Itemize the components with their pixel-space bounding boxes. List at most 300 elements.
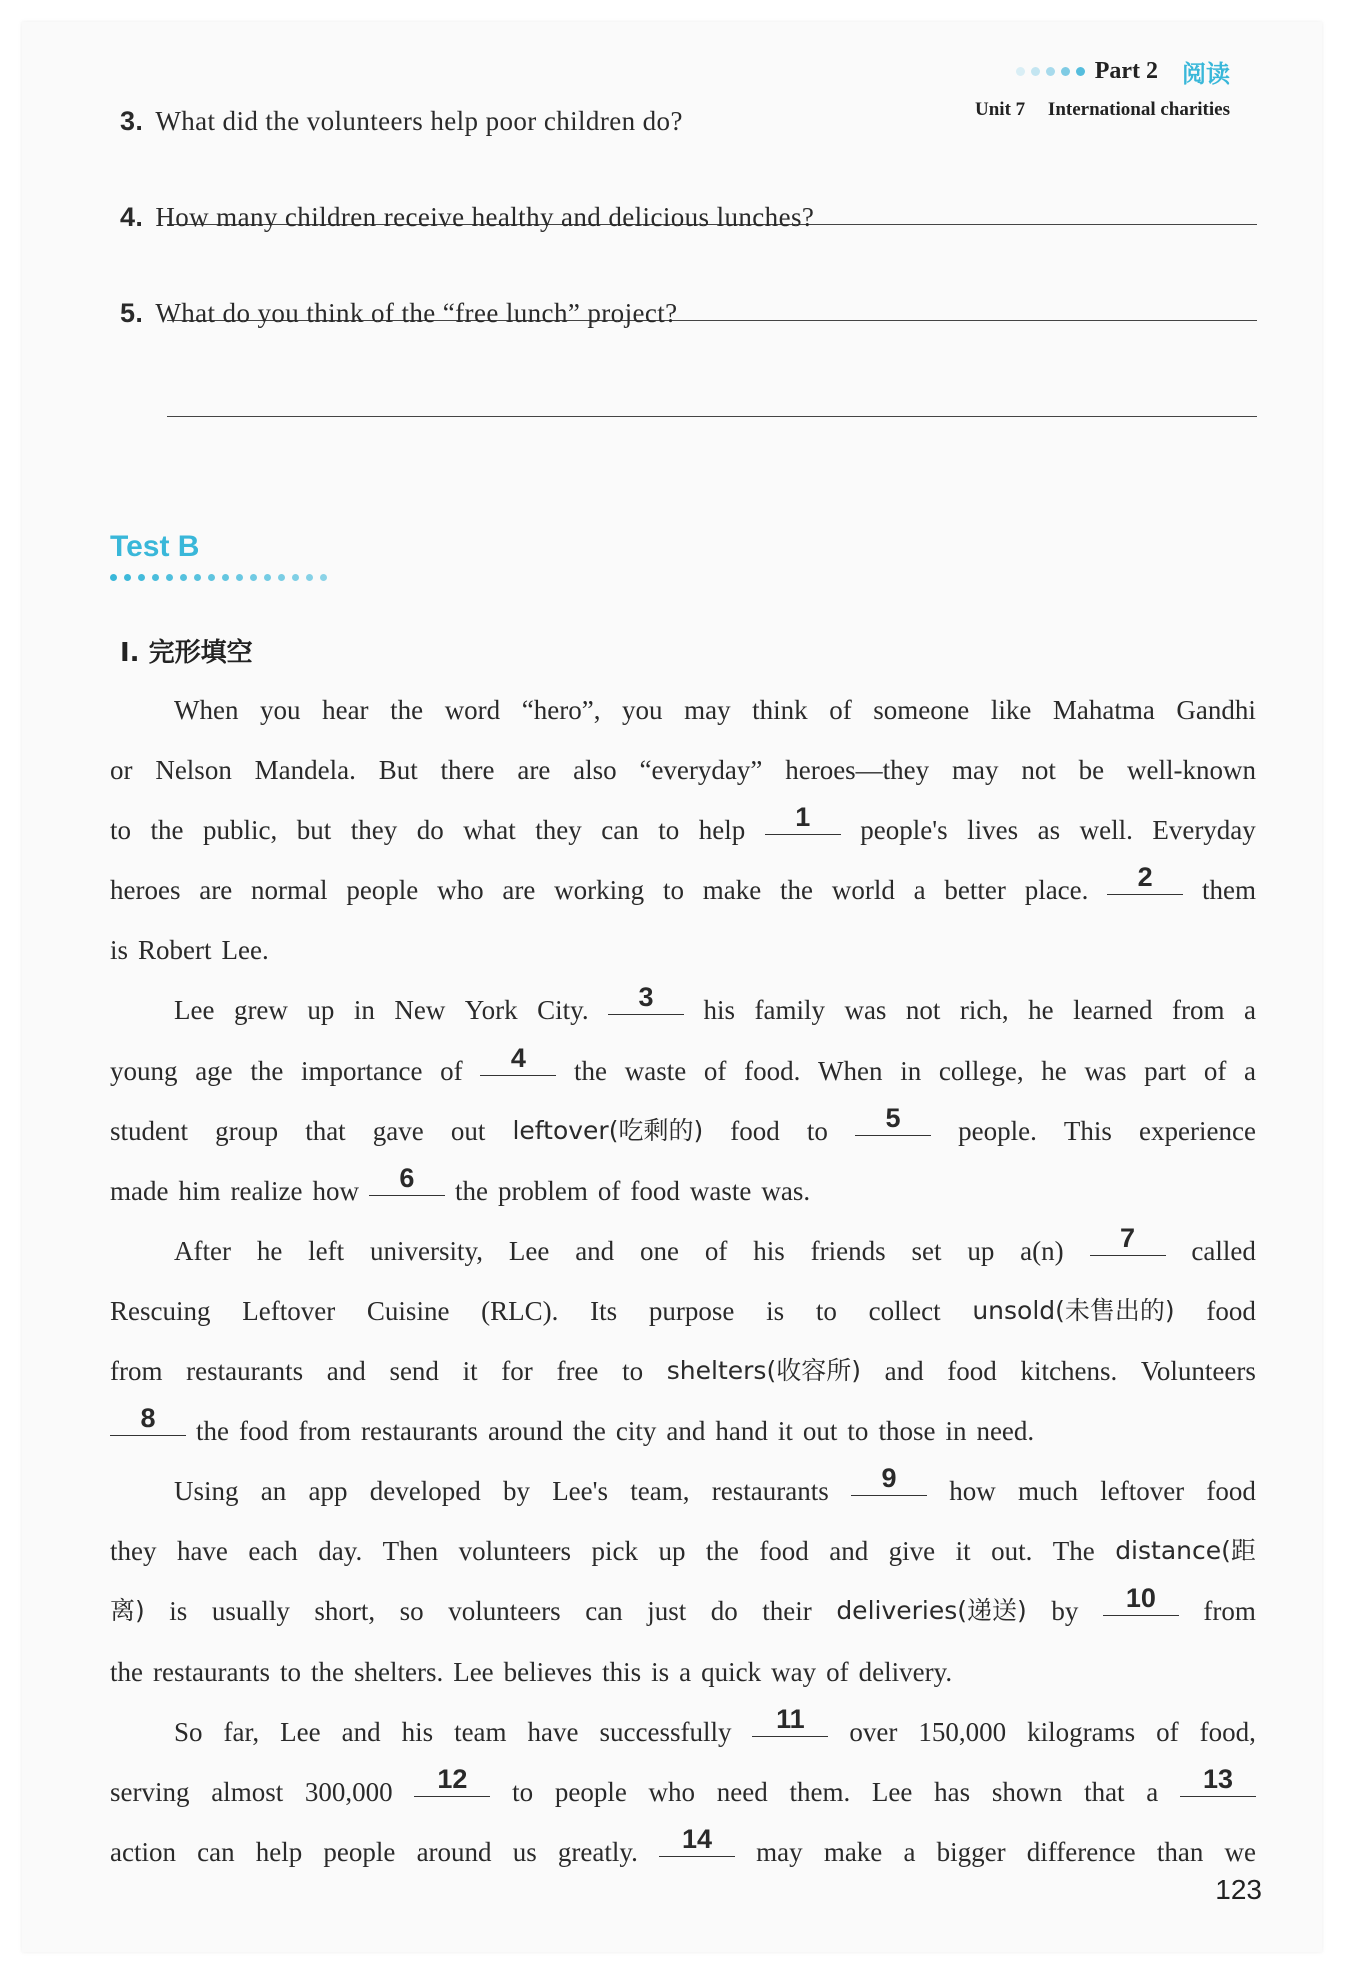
passage-word: Nelson (155, 755, 232, 786)
passage-word: to (847, 1416, 869, 1447)
passage-word: people (346, 875, 419, 906)
dot-icon (236, 574, 243, 581)
passage-word: to (815, 1295, 837, 1326)
passage-word: not (1021, 755, 1056, 786)
passage-word: Lee (453, 1656, 494, 1687)
passage-word: Rescuing (110, 1295, 211, 1326)
passage-word: Mandela. (254, 755, 356, 786)
passage-word: up (307, 995, 335, 1026)
passage-word: restaurants (186, 1356, 304, 1387)
decorative-dots-icon (1016, 67, 1085, 76)
passage-line (110, 1762, 1256, 1822)
passage-word: can (585, 1596, 623, 1627)
passage-word: place. (1024, 875, 1089, 906)
passage-word: are (199, 875, 233, 906)
passage-line (110, 1461, 1256, 1521)
passage-word: around (487, 1416, 563, 1447)
passage-word: short, (314, 1596, 376, 1627)
passage-word: the (390, 695, 424, 725)
passage-word: so (399, 1596, 424, 1627)
passage-word: they (110, 1536, 157, 1567)
passage-word: far, (223, 1716, 260, 1747)
passage-word: an (260, 1476, 287, 1507)
passage-word: food. (744, 1055, 801, 1086)
passage-word: food (1206, 1295, 1256, 1326)
passage-word: have (527, 1716, 579, 1747)
part-label: Part 2 (1094, 58, 1158, 84)
passage-word: out. (991, 1536, 1033, 1567)
dot-icon (278, 574, 285, 581)
cloze-blank-4[interactable]: 4 (480, 1041, 556, 1076)
passage-word: of (440, 1055, 463, 1086)
cloze-blank-13[interactable]: 13 (1180, 1762, 1256, 1797)
passage-line (110, 740, 1256, 800)
passage-word: you (622, 695, 663, 725)
passage-line (110, 1041, 1256, 1101)
passage-word: lives (967, 815, 1019, 846)
passage-line (110, 1822, 1256, 1882)
passage-word: the (705, 1536, 739, 1567)
passage-word: kilograms (1027, 1716, 1136, 1747)
passage-word: volunteers (458, 1536, 572, 1567)
passage-word: quick (701, 1656, 762, 1687)
passage-word: do (416, 815, 444, 846)
passage-word: greatly. (557, 1836, 638, 1867)
dot-icon (1016, 67, 1025, 76)
passage-word: be (1078, 755, 1105, 786)
passage-word: But (378, 755, 418, 786)
passage-word: left (308, 1235, 345, 1266)
passage-word: difference (1026, 1836, 1136, 1867)
passage-word: restaurants (711, 1476, 829, 1507)
passage-word: of (703, 1055, 727, 1086)
passage-word: bigger (936, 1836, 1006, 1867)
passage-word: in (353, 995, 375, 1026)
dot-icon (222, 574, 229, 581)
passage-word: Its (590, 1295, 618, 1326)
passage-word: waste (624, 1055, 687, 1086)
passage-word: out (450, 1115, 486, 1146)
passage-word: of (1203, 1055, 1227, 1086)
passage-word: heroes—they (785, 755, 930, 786)
cloze-blank-1[interactable]: 1 (765, 800, 841, 835)
passage-word: can (601, 815, 639, 846)
passage-line (110, 920, 1256, 980)
passage-word: Robert (138, 935, 212, 966)
passage-word: shelters(收容所) (666, 1356, 861, 1386)
passage-word: Mahatma (1052, 695, 1155, 725)
cloze-blank-11[interactable]: 11 (752, 1702, 828, 1737)
passage-word: he (1028, 995, 1054, 1026)
passage-word: developed (369, 1476, 481, 1507)
passage-word: to (658, 815, 680, 846)
passage-word: to (279, 1656, 301, 1687)
passage-word: importance (301, 1055, 423, 1086)
passage-word: food, (1199, 1716, 1256, 1747)
passage-word: is (766, 1295, 785, 1326)
passage-word: people (323, 1836, 396, 1867)
passage-word: When (174, 695, 239, 725)
passage-word: a (913, 875, 926, 906)
passage-word: as (1037, 815, 1061, 846)
passage-word: called (1191, 1235, 1256, 1266)
passage-word: is (110, 935, 129, 966)
passage-word: is (651, 1656, 670, 1687)
passage-word: family (754, 995, 825, 1026)
cloze-blank-5[interactable]: 5 (855, 1101, 931, 1136)
passage-word: shown (991, 1776, 1063, 1807)
passage-word: give (888, 1536, 936, 1567)
passage-word: what (463, 815, 516, 846)
question-number: 4. (120, 202, 144, 232)
passage-word: a (679, 1656, 692, 1687)
passage-word: volunteers (448, 1596, 561, 1627)
passage-word: and (666, 1416, 706, 1447)
section-title: Test B (110, 530, 200, 563)
dot-icon (1076, 67, 1085, 76)
cloze-blank-10[interactable]: 10 (1103, 1581, 1179, 1616)
passage-word: Then (382, 1536, 439, 1567)
passage-word: Volunteers (1140, 1356, 1256, 1387)
passage-word: made (110, 1175, 169, 1206)
passage-word: problem (497, 1175, 588, 1206)
passage-word: Lee. (221, 935, 269, 966)
passage-word: world (831, 875, 895, 906)
passage-word: people. (958, 1115, 1037, 1146)
passage-line (110, 1341, 1256, 1401)
passage-word: from (1203, 1596, 1256, 1627)
passage-word: Lee's (552, 1476, 609, 1507)
passage-word: a (1244, 1055, 1256, 1086)
passage-word: by (502, 1476, 530, 1507)
passage-word: to (806, 1115, 828, 1146)
passage-word: the (250, 1055, 284, 1086)
passage-word: help (698, 815, 746, 846)
passage-word: food (759, 1536, 809, 1567)
passage-word: app (308, 1476, 348, 1507)
passage-word: in (900, 1055, 922, 1086)
passage-word: than (1156, 1836, 1204, 1867)
passage-word: food (1206, 1476, 1256, 1507)
cloze-blank-9[interactable]: 9 (851, 1461, 927, 1496)
dot-icon (138, 574, 145, 581)
dot-icon (110, 574, 117, 581)
dot-icon (1031, 67, 1040, 76)
passage-word: food (630, 1175, 680, 1206)
passage-word: him (178, 1175, 221, 1206)
dot-icon (208, 574, 215, 581)
passage-word: has (934, 1776, 971, 1807)
passage-word: it (462, 1356, 478, 1387)
passage-word: restaurants (153, 1656, 270, 1687)
passage-word: just (647, 1596, 687, 1627)
passage-word: or (110, 755, 133, 786)
passage-word: them (1201, 875, 1256, 906)
passage-word: college, (938, 1055, 1024, 1086)
passage-word: his (401, 1716, 434, 1747)
passage-word: not (905, 995, 941, 1026)
dot-icon (180, 574, 187, 581)
passage-word: This (1063, 1115, 1112, 1146)
passage-word: one (640, 1235, 680, 1266)
passage-word: he (256, 1235, 283, 1266)
passage-word: to (512, 1776, 534, 1807)
question-text: How many children receive healthy and delicious lunches? (155, 202, 815, 232)
passage-word: a(n) (1020, 1235, 1064, 1266)
passage-word: grew (233, 995, 288, 1026)
passage-word: there (440, 755, 495, 786)
passage-word: to (110, 815, 132, 846)
passage-line (110, 1101, 1256, 1161)
passage-word: their (762, 1596, 812, 1627)
passage-word: pick (591, 1536, 638, 1567)
passage-word: Lee (174, 995, 215, 1026)
passage-line (110, 1221, 1256, 1281)
passage-line (110, 1161, 1256, 1221)
cloze-blank-2[interactable]: 2 (1107, 860, 1183, 895)
passage-word: waste (689, 1175, 752, 1206)
passage-word: hear (322, 695, 369, 725)
passage-word: make (702, 875, 762, 906)
passage-word: was. (761, 1175, 811, 1206)
passage-word: day. (318, 1536, 363, 1567)
passage-word: 离) (110, 1596, 145, 1626)
passage-word: Leftover (242, 1295, 336, 1326)
passage-line (110, 1702, 1256, 1762)
passage-word: purpose (648, 1295, 735, 1326)
passage-word: well-known (1126, 755, 1256, 786)
passage-word: serving (110, 1776, 190, 1807)
dot-icon (194, 574, 201, 581)
passage-word: help (255, 1836, 303, 1867)
passage-word: much (1017, 1476, 1078, 1507)
passage-word: around (416, 1836, 492, 1867)
passage-word: the (150, 815, 184, 846)
passage-word: you (260, 695, 301, 725)
passage-word: “hero”, (521, 695, 601, 725)
passage-word: they (350, 815, 398, 846)
section-dots-icon (110, 574, 327, 581)
cloze-blank-8[interactable]: 8 (110, 1401, 186, 1436)
passage-word: age (195, 1055, 233, 1086)
passage-word: unsold(未售出的) (972, 1295, 1175, 1325)
cloze-blank-3[interactable]: 3 (608, 980, 684, 1015)
passage-word: that (305, 1115, 346, 1146)
passage-line (110, 800, 1256, 860)
passage-word: realize (230, 1175, 303, 1206)
passage-word: they (535, 815, 582, 846)
passage-word: make (823, 1836, 883, 1867)
passage-word: hand (715, 1416, 768, 1447)
passage-word: in (945, 1416, 967, 1447)
passage-word: and (884, 1356, 924, 1387)
passage-word: York (464, 995, 518, 1026)
question-4 (120, 202, 814, 233)
passage-word: So (174, 1716, 203, 1747)
passage-word: the (310, 1656, 344, 1687)
dot-icon (292, 574, 299, 581)
passage-word: food (947, 1356, 997, 1387)
passage-word: Lee (871, 1776, 913, 1807)
passage-word: successfully (599, 1716, 732, 1747)
passage-word: New (394, 995, 446, 1026)
passage-word: 150,000 (918, 1716, 1007, 1747)
passage-word: to (662, 875, 684, 906)
passage-word: young (110, 1055, 178, 1086)
passage-word: the (196, 1416, 229, 1447)
passage-word: learned (1073, 995, 1153, 1026)
passage-word: may (756, 1836, 803, 1867)
passage-word: his (753, 1235, 785, 1266)
passage-word: of (829, 695, 852, 725)
unit-title: International charities (1047, 99, 1230, 120)
answer-line[interactable] (167, 416, 1257, 417)
passage-word: who (437, 875, 484, 906)
passage-word: friends (810, 1235, 886, 1266)
passage-word: Everyday (1152, 815, 1256, 846)
passage-line (110, 680, 1256, 740)
passage-word: student (110, 1115, 188, 1146)
passage-word: Lee (280, 1716, 321, 1747)
passage-word: to (622, 1356, 644, 1387)
passage-word: City. (537, 995, 589, 1026)
passage-word: and (326, 1356, 366, 1387)
passage-word: need. (976, 1416, 1035, 1447)
page-header (975, 54, 1230, 121)
passage-word: experience (1139, 1115, 1256, 1146)
passage-word: normal (251, 875, 328, 906)
passage-word: and (341, 1716, 381, 1747)
passage-word: think (752, 695, 808, 725)
question-3 (120, 106, 683, 137)
passage-word: how (312, 1175, 359, 1206)
passage-word: believes (503, 1656, 593, 1687)
question-5 (120, 298, 678, 329)
passage-word: delivery. (858, 1656, 953, 1687)
passage-word: may (952, 755, 999, 786)
passage-word: team, (630, 1476, 690, 1507)
passage-word: a (903, 1836, 916, 1867)
passage-word: food (730, 1115, 780, 1146)
dot-icon (320, 574, 327, 581)
passage-word: When (818, 1055, 883, 1086)
passage-word: have (176, 1536, 228, 1567)
dot-icon (124, 574, 131, 581)
passage-word: word (444, 695, 501, 725)
passage-word: the (572, 1416, 606, 1447)
passage-word: people (554, 1776, 627, 1807)
passage-word: well. (1079, 815, 1133, 846)
passage-word: rich, (959, 995, 1009, 1026)
page-number: 123 (1215, 1874, 1262, 1905)
passage-word: each (248, 1536, 298, 1567)
passage-word: The (1052, 1536, 1095, 1567)
section-subheading: Ⅰ. 完形填空 (120, 638, 253, 668)
passage-word: up (658, 1536, 686, 1567)
passage-word: for (501, 1356, 533, 1387)
passage-word: of (826, 1656, 849, 1687)
passage-word: over (849, 1716, 898, 1747)
passage-word: way (771, 1656, 817, 1687)
cloze-blank-7[interactable]: 7 (1090, 1221, 1166, 1256)
passage-line (110, 860, 1256, 920)
passage-word: can (197, 1836, 235, 1867)
passage-word: the (110, 1656, 143, 1687)
part-chinese-label: 阅读 (1182, 60, 1230, 88)
passage-word: people's (860, 815, 948, 846)
passage-word: was (844, 995, 887, 1026)
passage-word: university, (370, 1235, 483, 1266)
dot-icon (166, 574, 173, 581)
passage-word: usually (211, 1596, 290, 1627)
passage-word: of (704, 1235, 728, 1266)
passage-word: restaurants (360, 1416, 478, 1447)
passage-word: set (911, 1235, 942, 1266)
passage-line (110, 1401, 1256, 1461)
passage-word: it (777, 1416, 793, 1447)
passage-line (110, 1281, 1256, 1341)
passage-word: part (1144, 1055, 1187, 1086)
passage-word: collect (868, 1295, 941, 1326)
passage-line (110, 980, 1256, 1040)
workbook-page (22, 22, 1322, 1952)
passage-line (110, 1642, 1256, 1702)
passage-word: leftover (1100, 1476, 1185, 1507)
passage-word: he (1041, 1055, 1067, 1086)
passage-word: like (990, 695, 1032, 725)
passage-word: better (944, 875, 1006, 906)
cloze-blank-14[interactable]: 14 (659, 1822, 735, 1857)
question-number: 3. (120, 106, 144, 136)
question-text: What do you think of the “free lunch” project? (155, 298, 678, 328)
passage-word: who (648, 1776, 696, 1807)
passage-word: us (512, 1836, 537, 1867)
passage-word: (RLC). (481, 1295, 559, 1326)
passage-word: those (878, 1416, 936, 1447)
passage-word: 300,000 (304, 1776, 393, 1807)
passage-word: gave (372, 1115, 424, 1146)
passage-word: distance(距 (1115, 1536, 1256, 1566)
dot-icon (1061, 67, 1070, 76)
passage-word: this (602, 1656, 642, 1687)
passage-word: public, (203, 815, 278, 846)
passage-word: by (1051, 1596, 1079, 1627)
cloze-blank-12[interactable]: 12 (414, 1762, 490, 1797)
passage-word: is (169, 1596, 188, 1627)
passage-word: them. (789, 1776, 851, 1807)
passage-word: are (502, 875, 536, 906)
passage-word: up (967, 1235, 995, 1266)
passage-word: someone (873, 695, 970, 725)
passage-word: After (174, 1235, 231, 1266)
dot-icon (250, 574, 257, 581)
passage-word: Using (174, 1476, 239, 1507)
passage-word: may (684, 695, 731, 725)
passage-word: was (1084, 1055, 1127, 1086)
passage-word: Lee (508, 1235, 550, 1266)
passage-word: the (780, 875, 814, 906)
passage-word: from (110, 1356, 163, 1387)
passage-word: and (829, 1536, 869, 1567)
passage-word: do (710, 1596, 738, 1627)
passage-word: how (949, 1476, 996, 1507)
passage-line (110, 1581, 1256, 1641)
unit-label: Unit 7 (975, 99, 1026, 120)
passage-word: a (1146, 1776, 1159, 1807)
passage-word: we (1224, 1836, 1256, 1867)
passage-word: free (556, 1356, 599, 1387)
cloze-blank-6[interactable]: 6 (369, 1161, 445, 1196)
